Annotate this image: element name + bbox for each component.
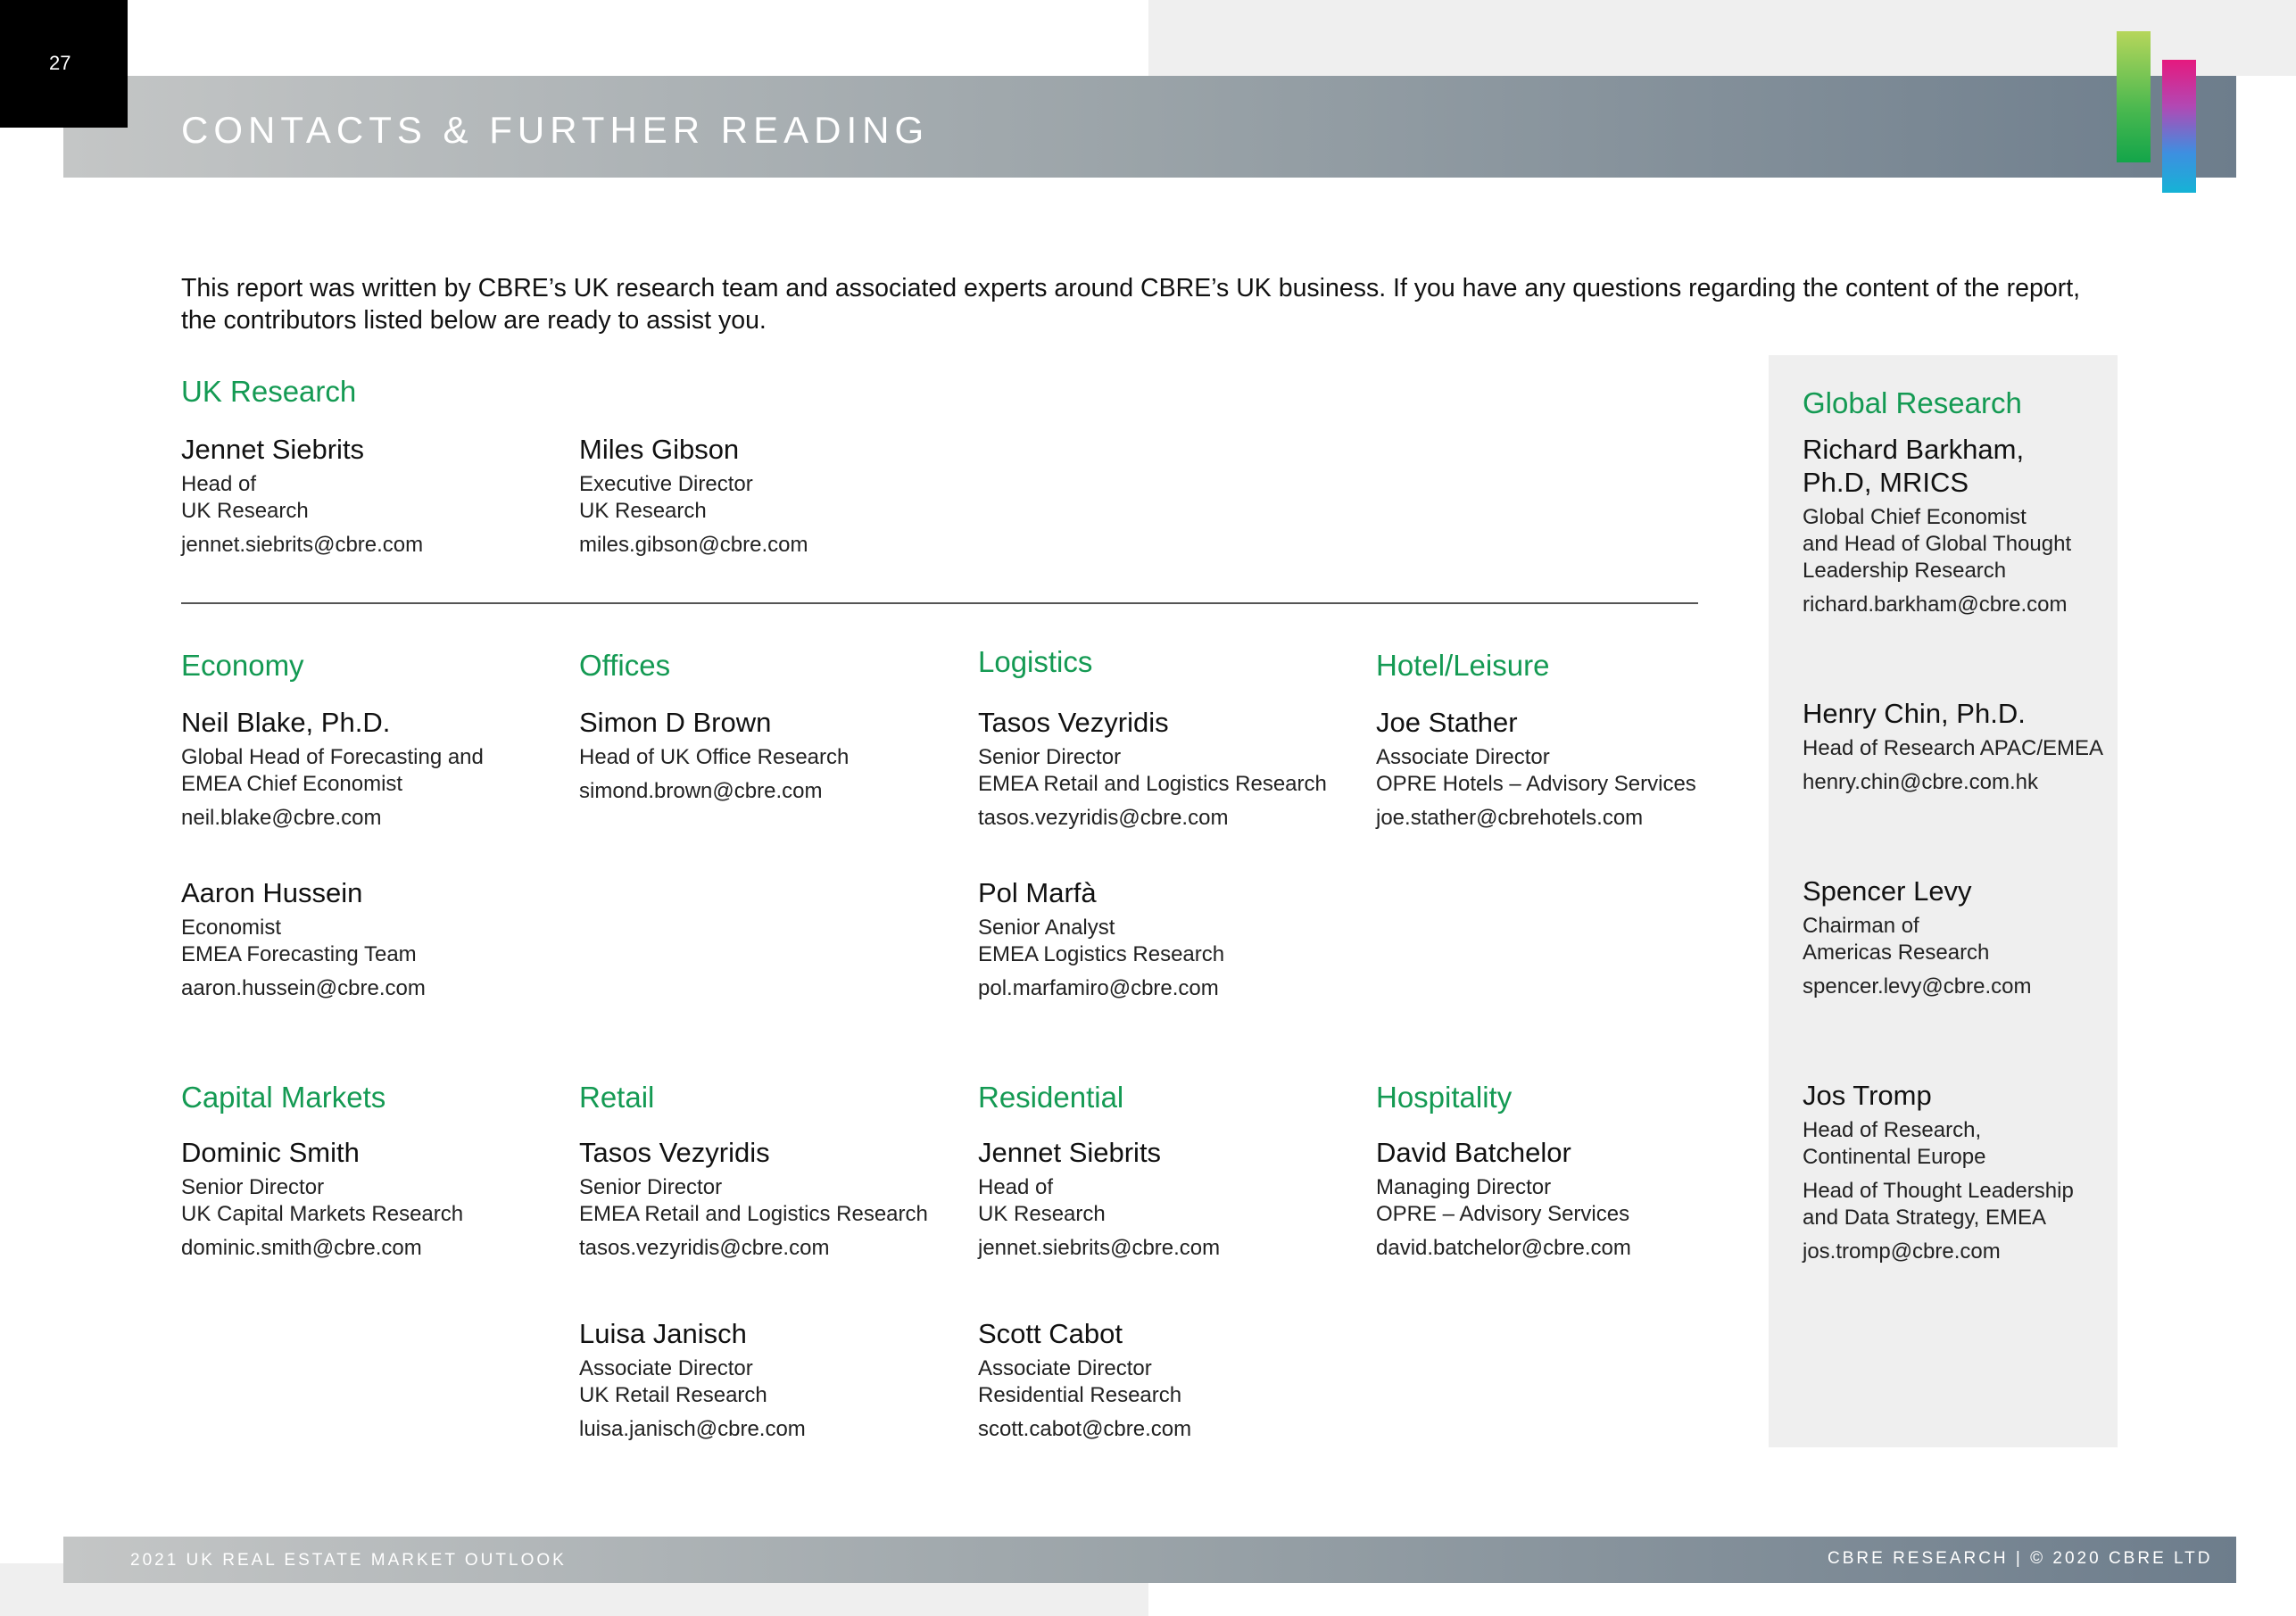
contact-role: Global Chief Economist and Head of Global Thought Leadership Research	[1803, 505, 2072, 583]
contact-email[interactable]: jos.tromp@cbre.com	[1803, 1239, 2001, 1264]
contact-card	[1803, 874, 2031, 1000]
section-title-global-research: Global Research	[1803, 386, 2022, 419]
contact-role: Head of Research, Continental Europe	[1803, 1118, 1986, 1169]
contact-card	[978, 876, 1224, 1002]
contact-name: Aaron Hussein	[181, 877, 363, 908]
contact-email[interactable]: simond.brown@cbre.com	[579, 779, 823, 803]
contact-email[interactable]: aaron.hussein@cbre.com	[181, 976, 426, 1000]
contact-role: Head of UK Research	[978, 1175, 1106, 1226]
contact-email[interactable]: henry.chin@cbre.com.hk	[1803, 770, 2039, 794]
contact-email[interactable]: david.batchelor@cbre.com	[1376, 1236, 1631, 1260]
contact-role: Chairman of Americas Research	[1803, 914, 1990, 965]
contact-role: Associate Director OPRE Hotels – Advisory Services	[1376, 745, 1696, 796]
section-title-capital-markets: Capital Markets	[181, 1081, 386, 1114]
contact-name: Spencer Levy	[1803, 875, 1972, 907]
contact-name: Tasos Vezyridis	[978, 707, 1169, 738]
contact-name: Neil Blake, Ph.D.	[181, 707, 391, 738]
contact-card	[579, 433, 808, 559]
contact-email[interactable]: jennet.siebrits@cbre.com	[978, 1236, 1221, 1260]
contact-name: Pol Marfà	[978, 877, 1097, 908]
contact-email[interactable]: miles.gibson@cbre.com	[579, 533, 808, 557]
contact-email[interactable]: joe.stather@cbrehotels.com	[1376, 806, 1644, 830]
contact-email[interactable]: scott.cabot@cbre.com	[978, 1417, 1192, 1441]
contact-email[interactable]: neil.blake@cbre.com	[181, 806, 382, 830]
contact-email[interactable]: dominic.smith@cbre.com	[181, 1236, 422, 1260]
contact-name: Jennet Siebrits	[181, 434, 365, 465]
contact-role: Associate Director UK Retail Research	[579, 1356, 767, 1407]
contact-email[interactable]: tasos.vezyridis@cbre.com	[978, 806, 1229, 830]
section-divider	[181, 602, 1698, 604]
contact-email[interactable]: luisa.janisch@cbre.com	[579, 1417, 806, 1441]
contact-card	[181, 433, 423, 559]
brand-accent-magenta-bar	[2162, 60, 2196, 193]
contact-role: Senior Director EMEA Retail and Logistics Research	[579, 1175, 928, 1226]
contact-name: Luisa Janisch	[579, 1318, 747, 1349]
contact-role-secondary: Head of Thought Leadership and Data Strategy, EMEA	[1803, 1179, 2074, 1230]
section-title-offices: Offices	[579, 649, 671, 682]
contact-role: Head of UK Office Research	[579, 745, 850, 769]
page-number-box	[0, 0, 128, 128]
contact-name: Miles Gibson	[579, 434, 740, 465]
contact-email[interactable]: pol.marfamiro@cbre.com	[978, 976, 1219, 1000]
contact-card	[1803, 697, 2103, 796]
contact-role: Associate Director Residential Research	[978, 1356, 1182, 1407]
contact-card	[978, 1317, 1191, 1443]
contact-card	[579, 1136, 928, 1262]
contact-card	[1803, 1079, 2074, 1265]
contact-card	[978, 706, 1327, 832]
intro-paragraph: This report was written by CBRE’s UK research team and associated experts around CBRE’s UK business. If you have any questions regarding the content of the report, the contributors listed below are ready to assist you.	[181, 274, 2081, 335]
contact-name: David Batchelor	[1376, 1137, 1571, 1168]
contact-role: Senior Analyst EMEA Logistics Research	[978, 916, 1225, 966]
footer-copyright: CBRE RESEARCH | © 2020 CBRE LTD	[1828, 1549, 2213, 1568]
contact-role: Economist EMEA Forecasting Team	[181, 916, 417, 966]
contact-role: Managing Director OPRE – Advisory Services	[1376, 1175, 1630, 1226]
contact-role: Executive Director UK Research	[579, 472, 753, 523]
page-number: 27	[49, 52, 71, 74]
contact-card	[579, 1317, 806, 1443]
section-title-residential: Residential	[978, 1081, 1124, 1114]
contact-card	[1376, 706, 1696, 832]
contact-name: Tasos Vezyridis	[579, 1137, 770, 1168]
contact-email[interactable]: jennet.siebrits@cbre.com	[181, 533, 424, 557]
section-title-economy: Economy	[181, 649, 304, 682]
contact-card	[1803, 433, 2071, 618]
contact-name: Scott Cabot	[978, 1318, 1123, 1349]
contact-card	[181, 1136, 463, 1262]
contact-card	[181, 876, 426, 1002]
section-title-logistics: Logistics	[978, 645, 1093, 678]
contact-name: Dominic Smith	[181, 1137, 360, 1168]
contact-card	[579, 706, 849, 805]
section-title-hospitality: Hospitality	[1376, 1081, 1513, 1114]
contact-name: Jennet Siebrits	[978, 1137, 1162, 1168]
page-title: CONTACTS & FURTHER READING	[181, 109, 930, 151]
contact-name: Richard Barkham, Ph.D, MRICS	[1803, 434, 2025, 498]
section-title-uk-research: UK Research	[181, 375, 357, 408]
contact-role: Global Head of Forecasting and EMEA Chief Economist	[181, 745, 484, 796]
contact-name: Jos Tromp	[1803, 1080, 1932, 1111]
contact-card	[1376, 1136, 1631, 1262]
contact-card	[978, 1136, 1220, 1262]
brand-accent-green-bar	[2117, 31, 2151, 162]
contact-email[interactable]: tasos.vezyridis@cbre.com	[579, 1236, 830, 1260]
footer-report-title: 2021 UK REAL ESTATE MARKET OUTLOOK	[130, 1551, 567, 1570]
contact-email[interactable]: richard.barkham@cbre.com	[1803, 593, 2068, 617]
contact-role: Head of UK Research	[181, 472, 309, 523]
contact-card	[181, 706, 484, 832]
section-title-retail: Retail	[579, 1081, 655, 1114]
contact-email[interactable]: spencer.levy@cbre.com	[1803, 974, 2032, 999]
contact-role: Senior Director UK Capital Markets Research	[181, 1175, 464, 1226]
contact-name: Joe Stather	[1376, 707, 1518, 738]
contact-role: Senior Director EMEA Retail and Logistics Research	[978, 745, 1327, 796]
contact-name: Simon D Brown	[579, 707, 772, 738]
section-title-hotel-leisure: Hotel/Leisure	[1376, 649, 1550, 682]
contact-role: Head of Research APAC/EMEA	[1803, 736, 2104, 760]
contact-name: Henry Chin, Ph.D.	[1803, 698, 2026, 729]
